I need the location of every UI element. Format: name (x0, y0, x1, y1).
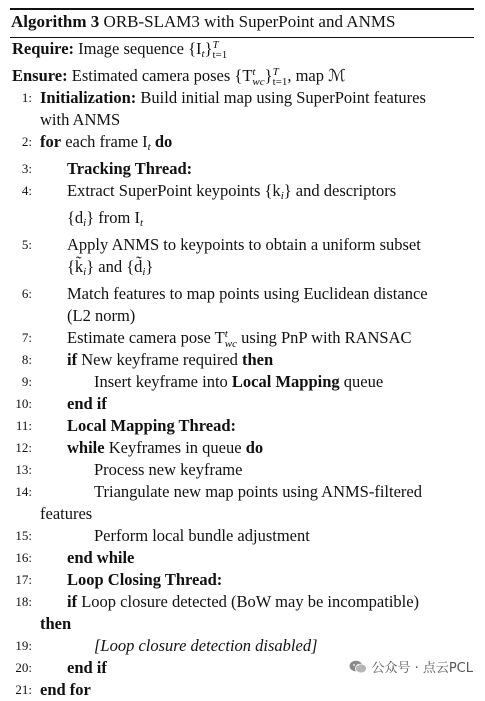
line-body (40, 547, 474, 569)
require-tail: } (204, 39, 213, 58)
line-bold: Loop Closing Thread: (67, 570, 223, 590)
line-number: 5: (21, 237, 32, 253)
line-body (40, 256, 474, 283)
line-body (40, 349, 474, 371)
algorithm-line (10, 635, 474, 657)
line-continuation (10, 305, 474, 327)
ensure-pose-sub (252, 67, 264, 87)
line-number: 1: (21, 90, 32, 106)
algorithm-line (10, 459, 474, 481)
algorithm-lines (10, 87, 474, 701)
line-text: queue (339, 372, 384, 392)
line-text: } from I (86, 208, 140, 228)
line-keyword: for (40, 132, 62, 152)
line-keyword: if (67, 592, 78, 612)
algorithm-line (10, 131, 474, 158)
algorithm-block (10, 8, 474, 701)
line-body (40, 305, 474, 327)
watermark (349, 657, 473, 676)
algorithm-line (10, 327, 474, 349)
algorithm-line (10, 591, 474, 613)
require-limits (213, 40, 228, 60)
pose-sup: t (224, 328, 228, 341)
algorithm-line (10, 87, 474, 109)
line-text: Build initial map using SuperPoint features (136, 88, 426, 108)
line-keyword: end if (67, 658, 107, 678)
line-keyword: then (242, 350, 274, 370)
algorithm-name: ORB-SLAM3 with SuperPoint and ANMS (103, 12, 396, 31)
line-text: (L2 norm) (67, 306, 136, 326)
line-number: 4: (21, 183, 32, 199)
line-number: 2: (21, 134, 32, 150)
line-body (40, 158, 474, 180)
pose-subscript (225, 329, 237, 349)
line-text: {k̃ (67, 257, 84, 277)
line-number: 9: (21, 374, 32, 390)
algorithm-line (10, 283, 474, 305)
line-text: Loop closure detected (BoW may be incompatible) (77, 592, 420, 612)
algorithm-line (10, 158, 474, 180)
algorithm-line (10, 547, 474, 569)
line-body (40, 393, 474, 415)
line-italic: [Loop closure detection disabled] (94, 636, 318, 656)
line-continuation (10, 207, 474, 234)
line-bold: Initialization: (40, 88, 137, 108)
line-text: Process new keyframe (94, 460, 243, 480)
line-body (40, 481, 474, 503)
line-continuation (10, 503, 474, 525)
line-continuation (10, 256, 474, 283)
line-text: Extract SuperPoint keypoints {k (67, 181, 281, 201)
line-keyword: end while (67, 548, 135, 568)
line-sub: i (83, 266, 87, 279)
line-text: {d (67, 208, 84, 228)
algorithm-line (10, 437, 474, 459)
ensure-map: , map ℳ (287, 66, 346, 85)
line-sub: i (280, 190, 284, 203)
algorithm-line (10, 371, 474, 393)
line-text: with ANMS (40, 110, 121, 130)
pose-sub: wc (224, 338, 237, 351)
line-keyword: end for (40, 680, 91, 700)
line-number: 16: (15, 550, 32, 566)
wechat-icon (349, 660, 367, 674)
ensure-limits (273, 67, 288, 87)
line-number: 6: (21, 286, 32, 302)
line-bold: Local Mapping Thread: (67, 416, 237, 436)
line-sub: t (147, 141, 151, 154)
line-body (40, 503, 474, 525)
line-text: Match features to map points using Euclidean distance (67, 284, 428, 304)
line-body (40, 87, 474, 109)
algorithm-label: Algorithm 3 (11, 12, 100, 31)
line-body (40, 459, 474, 481)
pose-sup: t (252, 66, 256, 79)
line-number: 17: (15, 572, 32, 588)
require-sup: T (212, 39, 219, 52)
line-keyword: if (67, 350, 78, 370)
line-text: } (145, 257, 154, 277)
algorithm-line (10, 525, 474, 547)
require-sub: t (201, 48, 205, 60)
line-number: 13: (15, 462, 32, 478)
line-text: each frame I (61, 132, 148, 152)
line-text: Keyframes in queue (104, 438, 246, 458)
line-body (40, 234, 474, 256)
line-sub: t (139, 217, 144, 230)
line-number: 18: (15, 594, 32, 610)
line-text: } and {d̃ (86, 257, 143, 277)
require-label: Require: (12, 39, 75, 58)
line-sub: i (142, 266, 146, 279)
ensure-line (10, 65, 474, 87)
ensure-text: Estimated camera poses {T (71, 66, 253, 85)
algorithm-line (10, 180, 474, 207)
line-keyword: while (67, 438, 105, 458)
line-continuation (10, 613, 474, 635)
require-text: Image sequence {I (78, 39, 202, 58)
algorithm-title (10, 10, 474, 34)
line-body (40, 591, 474, 613)
line-body (40, 283, 474, 305)
algorithm-line (10, 393, 474, 415)
line-body (40, 569, 474, 591)
line-body (40, 635, 474, 657)
algorithm-line (10, 415, 474, 437)
line-number: 21: (15, 682, 32, 698)
ensure-label: Ensure: (12, 66, 68, 85)
line-number: 7: (21, 330, 32, 346)
line-number: 12: (15, 440, 32, 456)
algorithm-line (10, 481, 474, 503)
line-text: Insert keyframe into (94, 372, 232, 392)
line-body (40, 437, 474, 459)
line-number: 15: (15, 528, 32, 544)
pose-sub: wc (252, 76, 265, 89)
line-body (40, 207, 474, 234)
line-bold: Tracking Thread: (67, 159, 193, 179)
line-text: Estimate camera pose T (67, 328, 225, 348)
line-text: features (40, 504, 93, 524)
line-text: } and descriptors (283, 181, 397, 201)
line-keyword: then (40, 614, 72, 634)
require-line (10, 38, 474, 65)
line-text: using PnP with RANSAC (237, 328, 412, 348)
line-number: 14: (15, 484, 32, 500)
line-number: 10: (15, 396, 32, 412)
algorithm-line (10, 569, 474, 591)
line-keyword: end if (67, 394, 107, 414)
line-body (40, 525, 474, 547)
require-subscript: t=1 (212, 49, 228, 62)
line-number: 19: (15, 638, 32, 654)
line-body (40, 109, 474, 131)
line-number: 20: (15, 660, 32, 676)
line-body (40, 180, 474, 207)
line-text: Apply ANMS to keypoints to obtain a uniform subset (67, 235, 421, 255)
line-sub: i (83, 217, 87, 230)
algorithm-line (10, 349, 474, 371)
algorithm-line (10, 234, 474, 256)
ensure-subscript: t=1 (272, 76, 288, 89)
line-number: 11: (15, 418, 32, 434)
line-number: 8: (21, 352, 32, 368)
line-body (40, 131, 474, 158)
line-body (40, 613, 474, 635)
watermark-text: 公众号 · 点云PCL (371, 661, 473, 676)
line-body (40, 415, 474, 437)
line-number: 3: (21, 161, 32, 177)
line-keyword: do (150, 132, 173, 152)
ensure-tail: } (264, 66, 273, 85)
line-text: New keyframe required (77, 350, 243, 370)
line-text: Triangulate new map points using ANMS-filtered (94, 482, 422, 502)
line-continuation (10, 109, 474, 131)
line-text: Perform local bundle adjustment (94, 526, 310, 546)
line-body (40, 371, 474, 393)
line-bold: Local Mapping (231, 372, 340, 392)
line-body (40, 327, 474, 349)
line-keyword: do (245, 438, 264, 458)
ensure-sup: T (272, 66, 279, 79)
